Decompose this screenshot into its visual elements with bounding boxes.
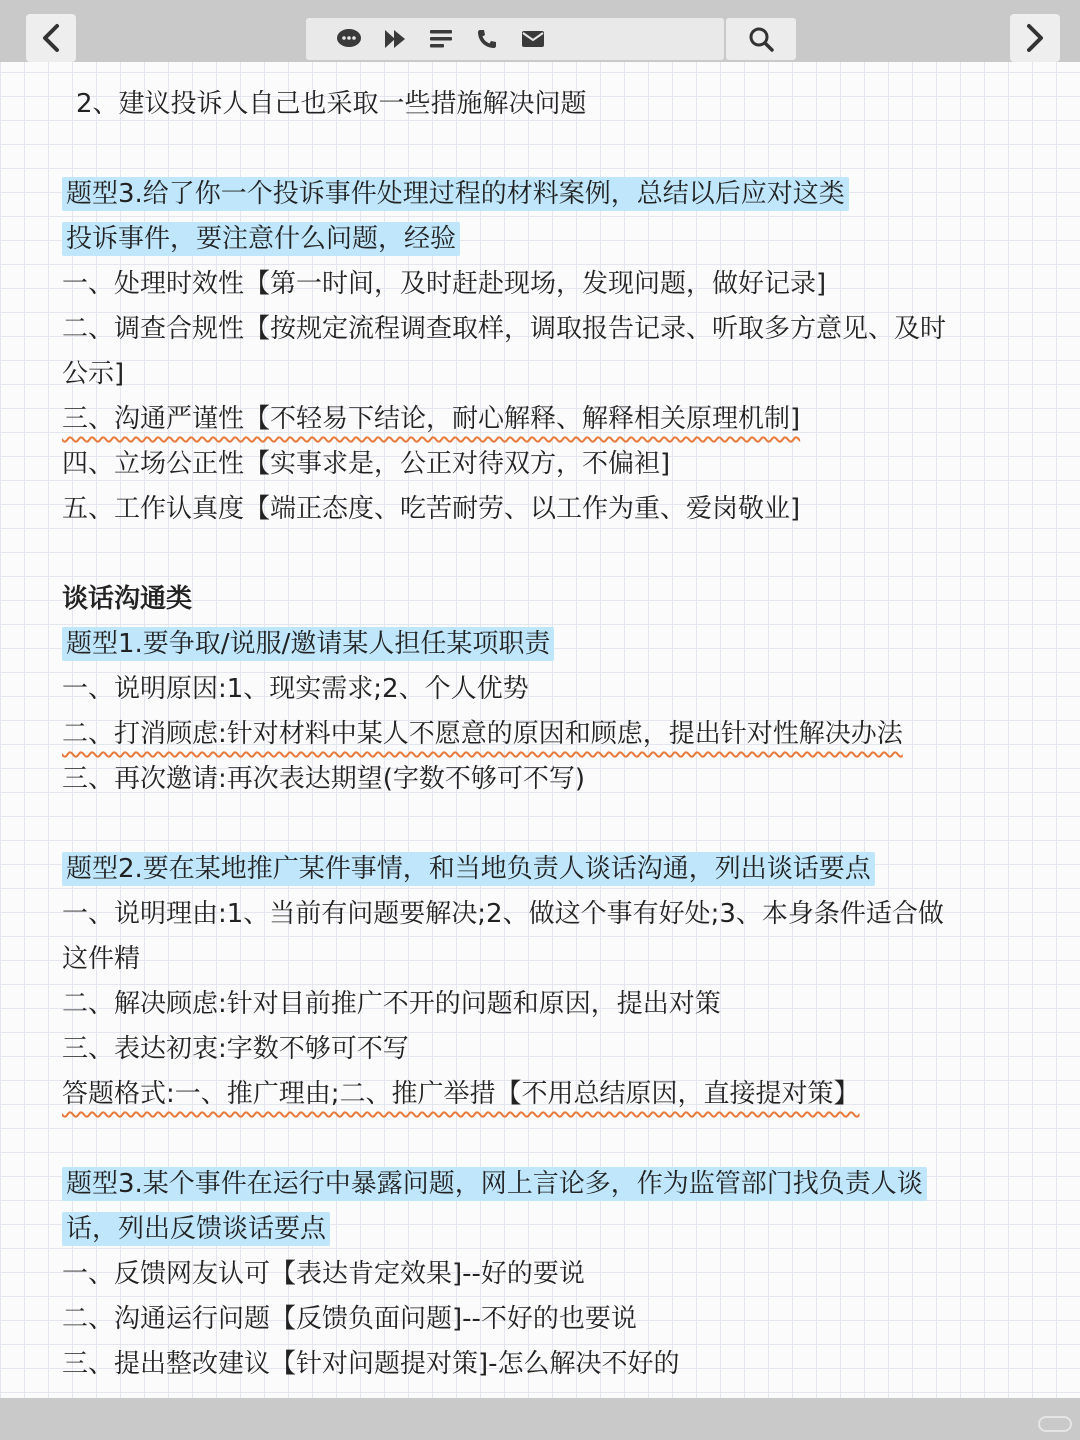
line-text: 这件精	[62, 944, 141, 974]
highlighted-text: 投诉事件，要注意什么问题，经验	[62, 222, 460, 256]
forward-icon[interactable]	[382, 26, 408, 52]
line-text: 二、调查合规性【按规定流程调查取样，调取报告记录、听取多方意见、及时	[62, 314, 947, 344]
chevron-right-icon	[1024, 23, 1046, 53]
question-heading	[62, 1207, 1052, 1252]
line-text: 二、解决顾虑:针对目前推广不开的问题和原因，提出对策	[62, 989, 721, 1019]
blank-line	[62, 127, 1052, 172]
line-text: 一、反馈网友认可【表达肯定效果]--好的要说	[62, 1259, 585, 1289]
question-heading	[62, 172, 1052, 217]
line-text: 一、说明原因:1、现实需求;2、个人优势	[62, 674, 529, 704]
text-line	[62, 442, 1052, 487]
text-line	[62, 262, 1052, 307]
line-text: 一、处理时效性【第一时间，及时赶赴现场，发现问题，做好记录]	[62, 269, 827, 299]
text-line	[62, 1027, 1052, 1072]
search-icon	[747, 25, 775, 53]
text-line	[62, 397, 1052, 442]
back-button[interactable]	[26, 14, 76, 62]
question-heading	[62, 217, 1052, 262]
text-line	[62, 667, 1052, 712]
line-text: 一、说明理由:1、当前有问题要解决;2、做这个事有好处;3、本身条件适合做	[62, 899, 944, 929]
text-line	[62, 1342, 1052, 1387]
blank-line	[62, 1117, 1052, 1162]
forward-button[interactable]	[1010, 14, 1060, 62]
search-button[interactable]	[726, 18, 796, 60]
text-line	[62, 712, 1052, 757]
chat-bubbles-icon[interactable]	[336, 26, 362, 52]
question-heading	[62, 847, 1052, 892]
highlighted-text: 话，列出反馈谈话要点	[62, 1212, 330, 1246]
line-text: 公示]	[62, 359, 125, 389]
text-line	[62, 982, 1052, 1027]
text-line	[62, 757, 1052, 802]
page-indicator	[1038, 1416, 1072, 1432]
blank-line	[62, 802, 1052, 847]
highlighted-text: 题型3.某个事件在运行中暴露问题，网上言论多，作为监管部门找负责人谈	[62, 1167, 927, 1201]
highlighted-text: 题型3.给了你一个投诉事件处理过程的材料案例，总结以后应对这类	[62, 177, 849, 211]
question-heading	[62, 622, 1052, 667]
phone-icon[interactable]	[474, 26, 500, 52]
underlined-text: 答题格式:一、推广理由;二、推广举措【不用总结原因，直接提对策】	[62, 1079, 860, 1109]
list-icon[interactable]	[428, 26, 454, 52]
line-text: 二、沟通运行问题【反馈负面问题]--不好的也要说	[62, 1304, 637, 1334]
underlined-text: 三、沟通严谨性【不轻易下结论，耐心解释、解释相关原理机制]	[62, 404, 801, 434]
text-line	[62, 1072, 1052, 1117]
section-title	[62, 577, 1052, 622]
line-text: 2、建议投诉人自己也采取一些措施解决问题	[76, 89, 587, 119]
text-line	[62, 1252, 1052, 1297]
section-title-text: 谈话沟通类	[62, 584, 193, 614]
text-line	[62, 937, 1052, 982]
text-line	[62, 352, 1052, 397]
chevron-left-icon	[40, 23, 62, 53]
toolbar	[306, 18, 724, 60]
line-text: 四、立场公正性【实事求是，公正对待双方，不偏袒]	[62, 449, 671, 479]
mail-icon[interactable]	[520, 26, 546, 52]
highlighted-text: 题型2.要在某地推广某件事情，和当地负责人谈话沟通，列出谈话要点	[62, 852, 875, 886]
blank-line	[62, 532, 1052, 577]
question-heading	[62, 1162, 1052, 1207]
line-text: 三、提出整改建议【针对问题提对策]-怎么解决不好的	[62, 1349, 680, 1379]
line-text: 三、再次邀请:再次表达期望(字数不够可不写)	[62, 764, 586, 794]
text-line	[62, 82, 1052, 127]
text-line	[62, 307, 1052, 352]
highlighted-text: 题型1.要争取/说服/邀请某人担任某项职责	[62, 627, 554, 661]
underlined-text: 二、打消顾虑:针对材料中某人不愿意的原因和顾虑，提出针对性解决办法	[62, 719, 903, 749]
text-line	[62, 487, 1052, 532]
line-text: 三、表达初衷:字数不够可不写	[62, 1034, 409, 1064]
bottom-bar	[0, 1398, 1080, 1440]
text-line	[62, 892, 1052, 937]
note-content	[62, 82, 1052, 1387]
line-text: 五、工作认真度【端正态度、吃苦耐劳、以工作为重、爱岗敬业]	[62, 494, 801, 524]
text-line	[62, 1297, 1052, 1342]
